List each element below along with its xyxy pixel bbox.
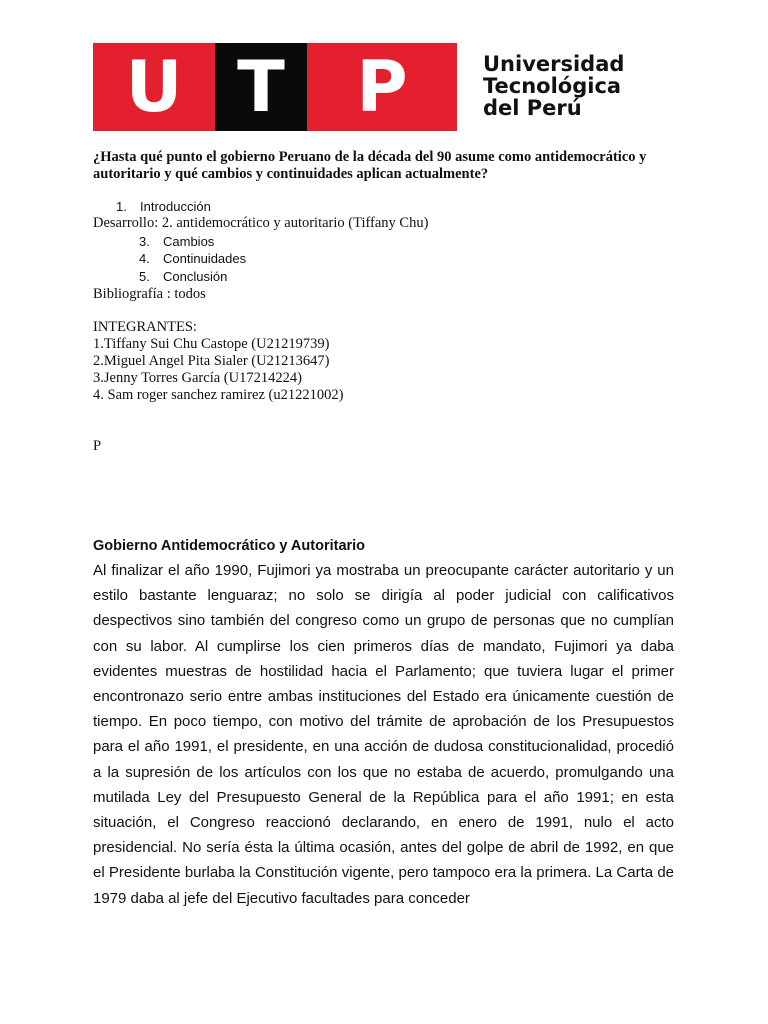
university-name-line: Tecnológica [483,74,622,98]
member-line: 3.Jenny Torres García (U17214224) [93,370,302,386]
university-name-line: Universidad [483,52,625,76]
outline-item-number: 3. [139,234,150,249]
outline-bibliografia: Bibliografía : todos [93,286,206,302]
stray-letter: P [93,438,102,454]
outline-desarrollo: Desarrollo: 2. antidemocrático y autoritario (Tiffany Chu) [93,215,429,231]
outline-item-label: Introducción [140,199,211,214]
university-name [483,53,624,119]
logo-block-t [215,43,307,131]
outline-item [139,251,246,266]
section-body: Al finalizar el año 1990, Fujimori ya mostraba un preocupante carácter autoritario y un estilo bastante lenguaraz; no solo se dirigía al poder judicial con calificativos despectivos sino también del congreso como un grupo de personas que no cumplían con su labor. Al cumplirse los cien primeros días de mandato, Fujimori ya daba evidentes muestras de hostilidad hacia el Parlamento; que tuviera lugar el primer encontronazo serio entre ambas instituciones del Estado era únicamente cuestión de tiempo. En poco tiempo, con motivo del trámite de aprobación de los Presupuestos para el año 1991, el presidente, en una acción de dudosa constitucionalidad, procedió a la supresión de los artículos con los que no estaba de acuerdo, promulgando una mutilada Ley del Presupuesto General de la República para el año 1991; en esta situación, el Congreso reaccionó declarando, en enero de 1991, nulo el acto presidencial. No sería ésta la última ocasión, antes del golpe de abril de 1992, en que el Presidente burlaba la Constitución vigente, pero tampoco era la primera. La Carta de 1979 daba al jefe del Ejecutivo facultades para conceder [93,562,674,907]
outline-item-label: Cambios [163,234,215,249]
outline-item-label: Conclusión [163,269,228,284]
member-line: 4. Sam roger sanchez ramirez (u21221002) [93,387,344,403]
university-name-line: del Perú [483,96,582,120]
research-question: ¿Hasta qué punto el gobierno Peruano de la década del 90 asume como antidemocrático y autoritario y qué cambios y continuidades aplican actualmente? [93,149,647,182]
logo-block-p [307,43,457,131]
outline-item-number: 5. [139,269,150,284]
outline-item-number: 1. [116,199,127,214]
outline-item [116,199,211,214]
outline-item-number: 4. [139,251,150,266]
logo-letter-t: T [237,46,285,128]
logo-letter-p: P [356,46,408,128]
utp-logo [93,43,653,131]
integrantes-heading: INTEGRANTES: [93,319,197,335]
outline-item-label: Continuidades [163,251,247,266]
outline-item [139,234,214,249]
member-line: 1.Tiffany Sui Chu Castope (U21219739) [93,336,330,352]
outline-item [139,269,227,284]
member-line: 2.Miguel Angel Pita Sialer (U21213647) [93,353,330,369]
logo-letter-u: U [125,46,183,128]
logo-block-u [93,43,215,131]
section-title: Gobierno Antidemocrático y Autoritario [93,538,366,554]
